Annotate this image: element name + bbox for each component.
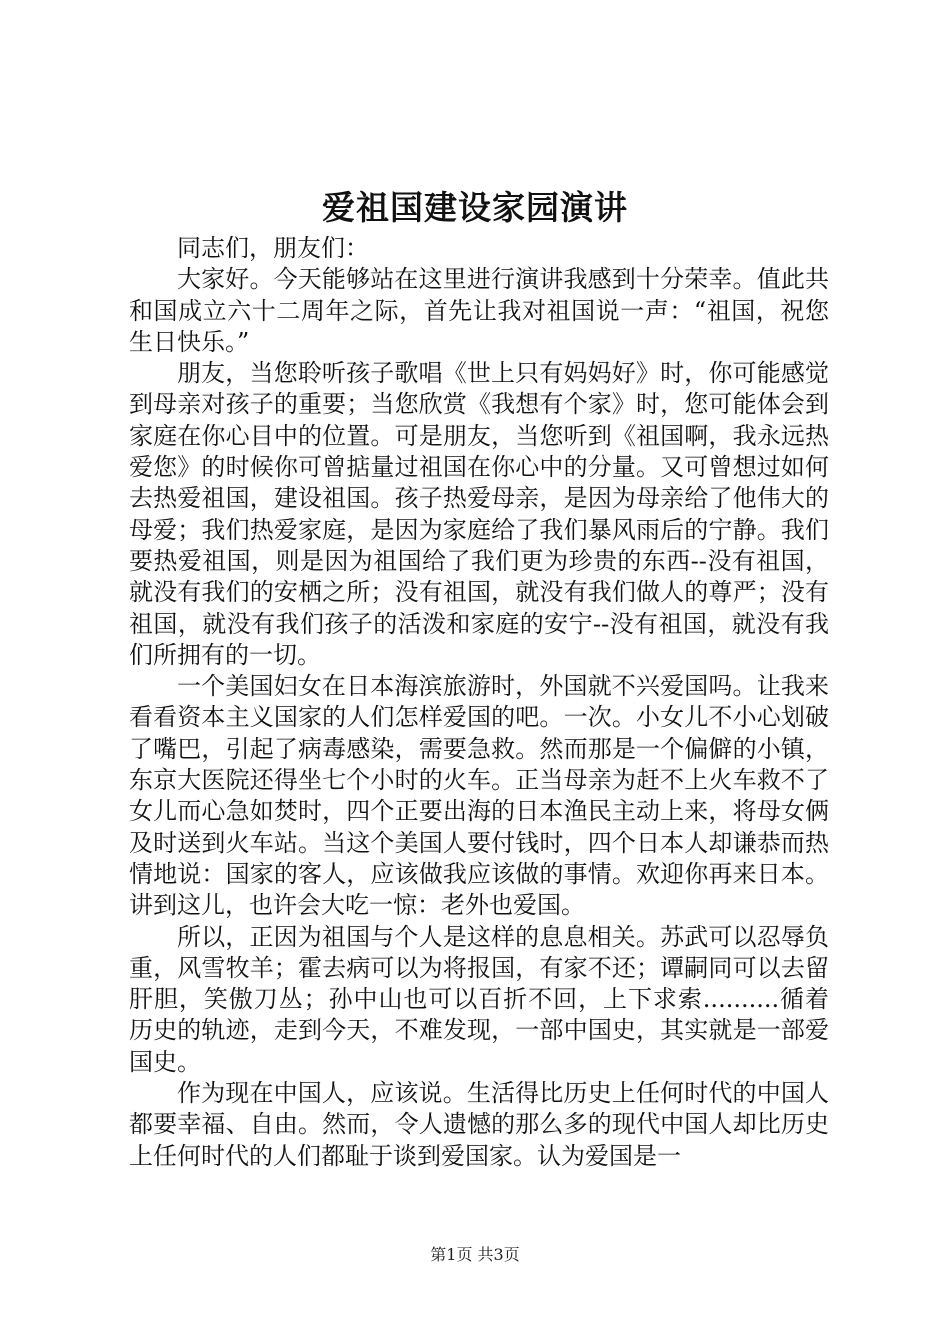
paragraph-greeting: 同志们，朋友们：: [177, 234, 369, 262]
page-number-footer: 第1页 共3页: [430, 1245, 520, 1264]
paragraph: 朋友，当您聆听孩子歌唱《世上只有妈妈好》时，你可能感觉到母亲对孩子的重要；当您欣赏《我想有个家》时，您可能体会到家庭在你心目中的位置。可是朋友，当您听到《祖国啊，我永远热爱您》的时候你可曾掂量过祖国在你心中的分量。又可曾想过如何去热爱祖国，建设祖国。孩子热爱母亲，是因为母亲给了他伟大的母爱；我们热爱家庭，是因为家庭给了我们暴风雨后的宁静。我们要热爱祖国，则是因为祖国给了我们更为珍贵的东西--没有祖国，就没有我们的安栖之所；没有祖国，就没有我们做人的尊严；没有祖国，就没有我们孩子的活泼和家庭的安宁--没有祖国，就没有我们所拥有的一切。: [129, 359, 829, 669]
document-body: [129, 233, 829, 1172]
paragraph: 作为现在中国人，应该说。生活得比历史上任何时代的中国人都要幸福、自由。然而，令人遗憾的那么多的现代中国人却比历史上任何时代的人们都耻于谈到爱国家。认为爱国是一: [129, 1079, 829, 1170]
paragraph: 大家好。今天能够站在这里进行演讲我感到十分荣幸。值此共和国成立六十二周年之际，首先让我对祖国说一声：“祖国，祝您生日快乐。”: [129, 265, 829, 356]
paragraph: 所以，正因为祖国与个人是这样的息息相关。苏武可以忍辱负重，风雪牧羊；霍去病可以为将报国，有家不还；谭嗣同可以去留肝胆，笑傲刀丛；孙中山也可以百折不回，上下求索..........循着历史的轨迹，走到今天，不难发现，一部中国史，其实就是一部爱国史。: [129, 922, 829, 1076]
document-title: 爱祖国建设家园演讲: [322, 188, 628, 227]
paragraph: 一个美国妇女在日本海滨旅游时，外国就不兴爱国吗。让我来看看资本主义国家的人们怎样爱国的吧。一次。小女儿不小心划破了嘴巴，引起了病毒感染，需要急救。然而那是一个偏僻的小镇，东京大医院还得坐七个小时的火车。正当母亲为赶不上火车救不了女儿而心急如焚时，四个正要出海的日本渔民主动上来，将母女俩及时送到火车站。当这个美国人要付钱时，四个日本人却谦恭而热情地说：国家的客人，应该做我应该做的事情。欢迎你再来日本。讲到这儿，也许会大吃一惊：老外也爱国。: [129, 672, 829, 920]
